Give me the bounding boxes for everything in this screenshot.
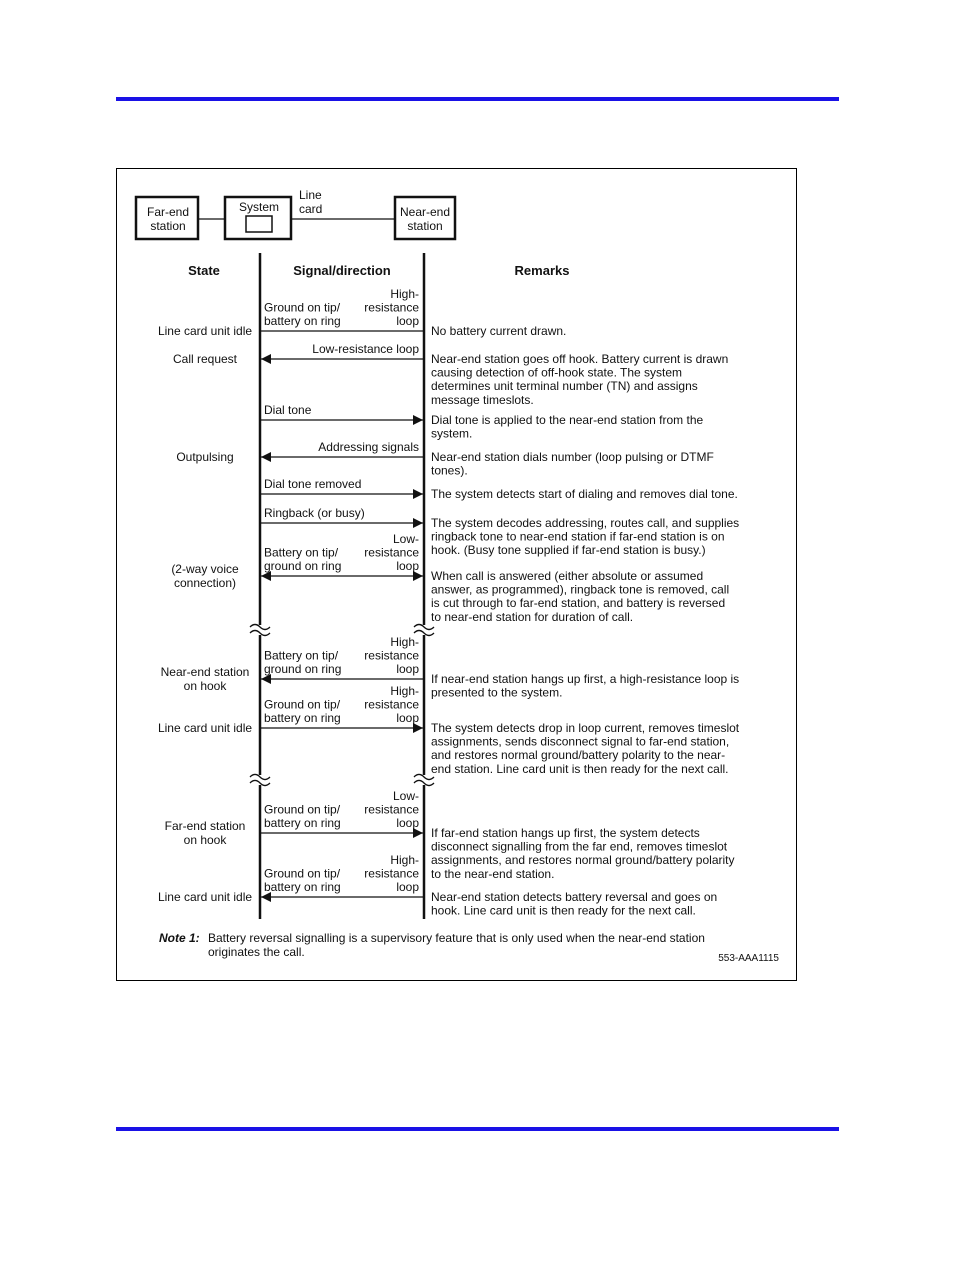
state-label: Line card unit idle bbox=[157, 721, 253, 735]
remark-text: ringback tone to near-end station if far-end station is on bbox=[431, 529, 725, 544]
signal-label: resistance bbox=[364, 648, 419, 663]
state-label: Outpulsing bbox=[176, 450, 234, 464]
signal-label: High- bbox=[390, 286, 419, 301]
note-label: Note 1: bbox=[159, 931, 200, 945]
signal-label: loop bbox=[396, 816, 419, 830]
signal-label: resistance bbox=[364, 545, 419, 560]
signal-label: resistance bbox=[364, 866, 419, 881]
break-mark bbox=[414, 781, 434, 786]
remark-text: determines unit terminal number (TN) and assigns bbox=[431, 379, 698, 394]
signal-label: loop bbox=[396, 662, 419, 676]
remark-text: end station. Line card unit is then ready for the next call. bbox=[431, 761, 729, 776]
signal-label: resistance bbox=[364, 300, 419, 315]
remark-text: Near-end station goes off hook. Battery current is drawn bbox=[431, 352, 729, 366]
signal-label: Low-resistance loop bbox=[312, 342, 419, 356]
remark-text: The system decodes addressing, routes call, and supplies bbox=[431, 516, 740, 530]
remark-text: Near-end station dials number (loop pulsing or DTMF bbox=[431, 450, 714, 464]
signal-label: ground on ring bbox=[264, 559, 342, 573]
remark-text: assignments, sends disconnect signal to far-end station, bbox=[431, 734, 730, 749]
note-text: Battery reversal signalling is a supervisory feature that is only used when the near-end station bbox=[208, 931, 705, 945]
break-mark bbox=[414, 625, 434, 630]
signal-label: loop bbox=[396, 314, 419, 328]
state-label: Line card unit idle bbox=[157, 890, 253, 904]
remark-text: tones). bbox=[431, 463, 468, 478]
signal-label: battery on ring bbox=[264, 880, 341, 894]
near-end-label: station bbox=[407, 219, 443, 233]
break-mark bbox=[250, 631, 270, 636]
remark-text: is cut through to far-end station, and battery is reversed bbox=[431, 596, 726, 611]
signal-label: Battery on tip/ bbox=[264, 545, 339, 560]
remark-text: disconnect signalling from the far end, removes timeslot bbox=[431, 839, 728, 854]
remark-text: message timeslots. bbox=[431, 392, 534, 407]
state-label: on hook bbox=[183, 678, 227, 693]
signalling-diagram bbox=[117, 169, 798, 982]
signal-label: Low- bbox=[392, 788, 419, 803]
break-mark bbox=[250, 775, 270, 780]
signal-label: Battery on tip/ bbox=[264, 648, 339, 663]
signal-label: resistance bbox=[364, 697, 419, 712]
remark-text: When call is answered (either absolute or assumed bbox=[431, 569, 704, 583]
remark-text: The system detects drop in loop current, removes timeslot bbox=[431, 721, 740, 735]
signal-label: loop bbox=[396, 880, 419, 894]
far-end-label: station bbox=[150, 219, 186, 233]
state-label: Line card unit idle bbox=[157, 324, 253, 338]
remark-text: answer, as programmed), ringback tone is removed, call bbox=[431, 582, 730, 597]
remark-text: causing detection of off-hook state. The system bbox=[431, 365, 683, 380]
remark-text: hook. Line card unit is then ready for the next call. bbox=[431, 903, 696, 918]
near-end-label: Near-end bbox=[399, 205, 451, 219]
signal-label: Ground on tip/ bbox=[264, 802, 341, 817]
signal-label: Ringback (or busy) bbox=[264, 506, 365, 520]
signalling-figure bbox=[116, 168, 797, 981]
signal-label: resistance bbox=[364, 802, 419, 817]
remarks-column-heading: Remarks bbox=[514, 263, 570, 278]
remark-text: system. bbox=[431, 426, 473, 441]
state-column-heading: State bbox=[188, 263, 220, 278]
break-mark bbox=[250, 625, 270, 630]
remark-text: Dial tone is applied to the near-end station from the bbox=[431, 413, 704, 427]
signal-label: ground on ring bbox=[264, 662, 342, 676]
signal-label: Ground on tip/ bbox=[264, 300, 341, 315]
signal-label: High- bbox=[390, 634, 419, 649]
remark-text: presented to the system. bbox=[431, 685, 563, 700]
signal-rows bbox=[158, 287, 740, 918]
signal-label: Addressing signals bbox=[318, 440, 419, 454]
line-card-label: card bbox=[299, 202, 323, 216]
signal-label: battery on ring bbox=[264, 711, 341, 725]
figure-id: 553-AAA1115 bbox=[718, 953, 779, 964]
signal-label: Ground on tip/ bbox=[264, 697, 341, 712]
signal-label: High- bbox=[390, 683, 419, 698]
note-text: originates the call. bbox=[208, 945, 305, 959]
remark-text: hook. (Busy tone supplied if far-end station is busy.) bbox=[431, 543, 706, 558]
remark-text: to near-end station for duration of call. bbox=[431, 609, 634, 624]
signal-label: Low- bbox=[392, 531, 419, 546]
state-label: Near-end station bbox=[160, 665, 250, 680]
remark-text: The system detects start of dialing and removes dial tone. bbox=[431, 487, 738, 501]
bottom-rule bbox=[116, 1127, 839, 1131]
signal-column-heading: Signal/direction bbox=[293, 263, 391, 278]
system-label: System bbox=[238, 200, 280, 214]
break-mark bbox=[250, 781, 270, 786]
signal-label: battery on ring bbox=[264, 314, 341, 328]
remark-text: to the near-end station. bbox=[431, 866, 555, 881]
state-label: on hook bbox=[183, 832, 227, 847]
remark-text: and restores normal ground/battery polarity to the near- bbox=[431, 748, 726, 763]
line-card-label: Line bbox=[299, 188, 322, 202]
line-card-inner-box bbox=[246, 216, 272, 232]
remark-text: Near-end station detects battery reversal and goes on bbox=[431, 890, 718, 904]
state-label: Call request bbox=[172, 352, 238, 366]
signal-label: Dial tone removed bbox=[264, 477, 362, 491]
signal-label: Dial tone bbox=[264, 403, 312, 417]
signal-label: High- bbox=[390, 852, 419, 867]
signal-label: loop bbox=[396, 711, 419, 725]
signal-label: battery on ring bbox=[264, 816, 341, 830]
signal-label: loop bbox=[396, 559, 419, 573]
remark-text: If near-end station hangs up first, a high-resistance loop is bbox=[431, 672, 740, 686]
remark-text: No battery current drawn. bbox=[431, 324, 567, 338]
state-label: connection) bbox=[173, 575, 237, 590]
top-rule bbox=[116, 97, 839, 101]
remark-text: assignments, and restores normal ground/battery polarity bbox=[431, 853, 735, 868]
far-end-label: Far-end bbox=[146, 205, 190, 219]
signal-label: Ground on tip/ bbox=[264, 866, 341, 881]
remark-text: If far-end station hangs up first, the system detects bbox=[431, 826, 700, 840]
state-label: Far-end station bbox=[164, 819, 246, 834]
state-label: (2-way voice bbox=[171, 562, 239, 577]
